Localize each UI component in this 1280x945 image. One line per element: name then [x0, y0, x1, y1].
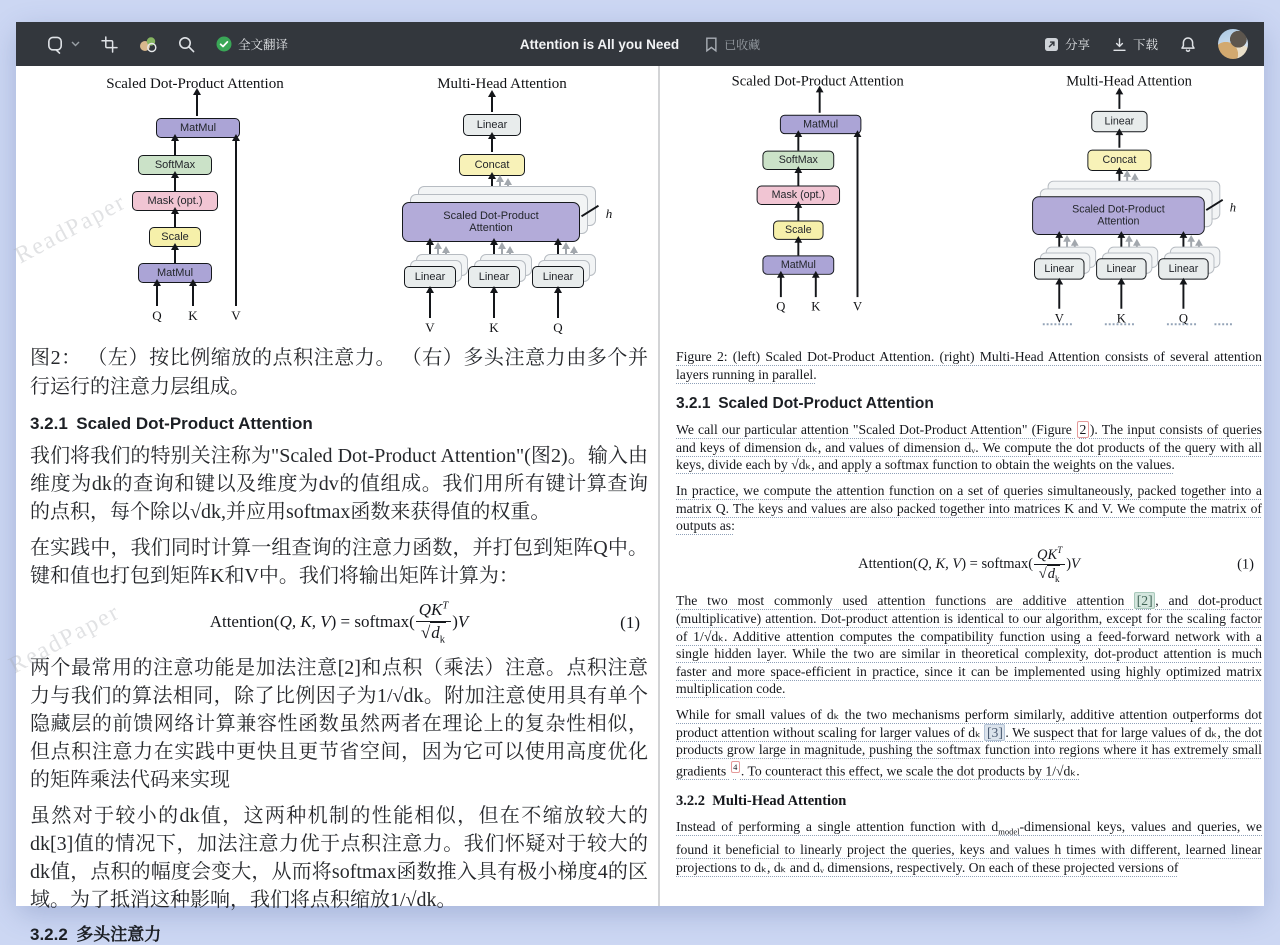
mha-diagram: [1013, 74, 1246, 328]
palette-icon[interactable]: [139, 36, 157, 53]
en-paragraph-2: In practice, we compute the attention function on a set of queries simultaneously, packed together into a matrix Q. The keys and values are also packed together into matrices K and V. We compute the matrix of outputs as:: [676, 482, 1262, 534]
eq-seg: ): [452, 611, 458, 631]
app-window: [4, 22, 1264, 945]
en-paragraph-1: [676, 421, 1262, 474]
eq-seg: T: [442, 600, 449, 612]
cn-paragraph-4: 虽然对于较小的dk值，这两种机制的性能相似，但在不缩放较大的dk[3]值的情况下，加法注意力优于点积注意力。我们怀疑对于较大的dk值，点积的幅度会变大，从而将softmax函数推入具有极小梯度4的区域。为了抵消这种影响，我们将点积缩放1/√dk。: [30, 805, 648, 912]
text-segment: model: [998, 826, 1020, 837]
en-paragraph-3: [676, 592, 1262, 698]
eq-seg: k: [1054, 574, 1060, 585]
mha-diagram-title: Multi-Head Attention: [437, 76, 567, 92]
k-label: K: [811, 299, 821, 314]
eq-seg: ): [1066, 555, 1072, 572]
cn-paragraph-3: 两个最常用的注意功能是加法注意[2]和点积（乘法）注意。点积注意力与我们的算法相同，除了比例因子为1/√dk。附加注意使用具有单个隐藏层的前馈网络计算兼容性函数虽然两者在理论上的复杂性相似，但点积注意力在实践中更快且更节省空间，因为它可以使用高度优化的矩阵乘法代码来实现: [30, 657, 648, 792]
linear-box: Linear: [404, 266, 456, 288]
topbar: [16, 22, 1264, 66]
sdpa-stack-box: [1032, 196, 1205, 235]
eq-seg: d: [431, 622, 440, 642]
chevron-down-icon: [71, 41, 80, 47]
cn-paragraph-1: 我们将我们的特别关注称为"Scaled Dot-Product Attention"(图2)。输入由维度为dk的查询和键以及维度为dv的值组成。我们用所有键计算查询的点积，每个除以√dk,并应用softmax函数来获得值的权重。: [30, 445, 648, 523]
sdpa-stack-box: [402, 202, 580, 242]
eq-seg: ) = softmax(: [961, 555, 1034, 572]
translation-pane[interactable]: [4, 66, 660, 945]
eq-seg: √: [1038, 566, 1047, 583]
text-segment: -dimensional keys, values and queries, we found it beneficial to linearly project the queries, keys and values h times with different, learned linear projections to dₖ, dₖ and dᵥ dimensions, respectively. On each of these projected versions of: [676, 818, 1262, 875]
readpaper-logo-button[interactable]: [46, 35, 80, 54]
v-label: V: [1054, 310, 1064, 326]
linear-box: Linear: [1034, 258, 1084, 279]
v-label: V: [231, 308, 241, 323]
paper-title: Attention is All you Need: [519, 36, 680, 52]
eq-seg: QK: [1037, 546, 1058, 563]
figure-reference-link[interactable]: 2: [1077, 421, 1089, 438]
eq-seg: k: [439, 633, 446, 645]
linear-box: Linear: [463, 114, 521, 136]
k-label: K: [188, 308, 198, 323]
concat-box: Concat: [1087, 150, 1151, 171]
q-label: Q: [776, 299, 786, 314]
attention-equation: [209, 600, 469, 645]
eq-seg: Q, K, V: [917, 555, 962, 572]
sdpa-diagram-title: Scaled Dot-Product Attention: [106, 76, 284, 92]
text-segment: Instead of performing a single attention function with d: [676, 818, 999, 834]
eq-seg: ) = softmax(: [330, 611, 415, 631]
sdpa-diagram: [86, 76, 304, 326]
translate-label: 全文翻译: [238, 38, 289, 52]
h-label: h: [605, 206, 613, 221]
text-segment: While for small values of dₖ the two mechanisms perform similarly, additive attention outperforms dot product attention without scaling for larger values of dₖ: [676, 707, 1262, 740]
equation-1-en: [676, 545, 1262, 585]
linear-box: Linear: [1096, 258, 1146, 279]
bookmark-button[interactable]: [705, 36, 760, 53]
q-label: Q: [152, 308, 162, 323]
eq-fraction: [416, 600, 451, 646]
matmul-box: MatMul: [156, 118, 240, 138]
sdpa-stack-line1: Scaled Dot-Product: [443, 209, 539, 222]
mha-diagram: [382, 76, 622, 338]
mask-box: Mask (opt.): [757, 186, 840, 205]
crop-icon[interactable]: [101, 36, 118, 53]
check-circle-icon: [216, 36, 232, 52]
eq-seg: Attention(: [858, 555, 918, 572]
eq-seg: V: [457, 611, 469, 631]
citation-link[interactable]: [3]: [984, 724, 1005, 741]
linear-box: Linear: [468, 266, 520, 288]
k-label: K: [489, 320, 499, 335]
reader-content: [4, 66, 1264, 945]
avatar[interactable]: [1218, 29, 1248, 59]
scale-box: Scale: [773, 220, 823, 239]
equation-number: (1): [1237, 556, 1254, 573]
watermark: ReadPaper: [4, 598, 125, 680]
citation-link[interactable]: [2]: [1134, 592, 1155, 609]
heading-3-2-2-cn: 3.2.2 多头注意力: [30, 925, 162, 945]
text-segment: , and dot-product (multiplicative) attention. Dot-product attention is identical to our algorithm, except for the scaling factor of 1/√dₖ. Additive attention computes the compatibility function using a feed-forward network with a single hidden layer. While the two are similar in theoretical complexity, dot-product attention is much faster and more space-efficient in practice, since it can be implemented using highly optimized matrix multiplication code.: [676, 593, 1262, 697]
bookmark-icon: [705, 37, 718, 52]
eq-seg: V: [1071, 555, 1080, 572]
linear-box: Linear: [532, 266, 584, 288]
attention-equation: [858, 544, 1080, 585]
download-label: 下载: [1132, 38, 1158, 52]
eq-seg: Q, K, V: [279, 611, 331, 631]
text-segment: . We suspect that for large values of dₖ, the dot products grow large in magnitude, pushing the softmax function into regions where it has extremely small gradients: [676, 724, 1262, 779]
heading-3-2-2-en: 3.2.2 Multi-Head Attention: [676, 792, 847, 809]
search-icon[interactable]: [178, 36, 195, 53]
text-segment: The two most commonly used attention functions are additive attention: [676, 593, 1135, 609]
readpaper-logo-icon: [46, 35, 65, 54]
heading-3-2-1-en: 3.2.1 Scaled Dot-Product Attention: [676, 395, 934, 413]
k-label: K: [1116, 310, 1126, 326]
q-label: Q: [1178, 310, 1188, 326]
footnote-link[interactable]: 4: [731, 761, 740, 773]
original-pdf-pane[interactable]: [660, 66, 1264, 906]
figure-caption-cn: 图2： （左）按比例缩放的点积注意力。 （右）多头注意力由多个并行运行的注意力层组成。: [30, 347, 648, 398]
text-segment: We call our particular attention "Scaled Dot-Product Attention" (Figure: [676, 422, 1077, 438]
softmax-box: SoftMax: [762, 151, 834, 170]
share-icon: [1044, 37, 1059, 52]
eq-seg: √: [420, 622, 431, 642]
linear-box: Linear: [1091, 111, 1147, 132]
sdpa-diagram-title: Scaled Dot-Product Attention: [731, 74, 904, 90]
en-paragraph-5: [676, 818, 1262, 877]
matmul-box: MatMul: [762, 255, 834, 274]
bookmark-label: 已收藏: [724, 37, 761, 52]
mask-box: Mask (opt.): [132, 191, 218, 211]
eq-fraction: [1034, 545, 1065, 585]
download-button[interactable]: [1112, 35, 1158, 53]
eq-seg: Attention(: [209, 611, 280, 631]
figure-2-diagrams-pdf: [712, 74, 1246, 328]
sdpa-stack-line1: Scaled Dot-Product: [1072, 203, 1165, 216]
figure-caption-en: Figure 2: (left) Scaled Dot-Product Attention. (right) Multi-Head Attention consists of several attention layers running in parallel.: [676, 349, 1262, 382]
q-label: Q: [553, 320, 563, 335]
equation-number: (1): [620, 613, 640, 633]
eq-seg: d: [1047, 566, 1055, 583]
text-segment: ). The input consists of queries and keys of dimension dₖ, and values of dimension dᵥ. We compute the dot products of the query with all keys, divide each by √dₖ, and apply a softmax function to obtain the weights on the values.: [676, 422, 1262, 473]
concat-box: Concat: [459, 154, 525, 176]
figure-2-diagrams: [86, 76, 648, 338]
scale-box: Scale: [149, 227, 201, 247]
text-segment: . To counteract this effect, we scale the dot products by 1/√dₖ.: [740, 763, 1080, 779]
heading-3-2-1-cn: 3.2.1 Scaled Dot-Product Attention: [30, 414, 313, 433]
h-label: h: [1229, 200, 1237, 215]
cn-paragraph-2: 在实践中，我们同时计算一组查询的注意力函数，并打包到矩阵Q中。键和值也打包到矩阵K和V中。我们将输出矩阵计算为：: [30, 537, 648, 587]
v-label: V: [852, 299, 863, 314]
mha-diagram-title: Multi-Head Attention: [1066, 74, 1192, 90]
matmul-box: MatMul: [138, 263, 212, 283]
eq-seg: T: [1057, 544, 1063, 555]
sdpa-diagram: [712, 74, 923, 317]
softmax-box: SoftMax: [138, 155, 212, 175]
equation-1-cn: [30, 600, 648, 646]
full-text-translate-toggle[interactable]: [216, 35, 288, 53]
sdpa-stack-line2: Attention: [1097, 215, 1140, 228]
bell-icon[interactable]: [1180, 36, 1196, 53]
en-paragraph-4: [676, 706, 1262, 780]
linear-box: Linear: [1158, 258, 1208, 279]
share-label: 分享: [1064, 38, 1090, 52]
download-icon: [1112, 37, 1127, 52]
share-button[interactable]: [1044, 35, 1090, 53]
eq-seg: QK: [418, 600, 443, 619]
matmul-box: MatMul: [780, 115, 861, 134]
v-label: V: [425, 320, 435, 335]
watermark: ReadPaper: [10, 188, 131, 270]
sdpa-stack-line2: Attention: [469, 222, 513, 234]
